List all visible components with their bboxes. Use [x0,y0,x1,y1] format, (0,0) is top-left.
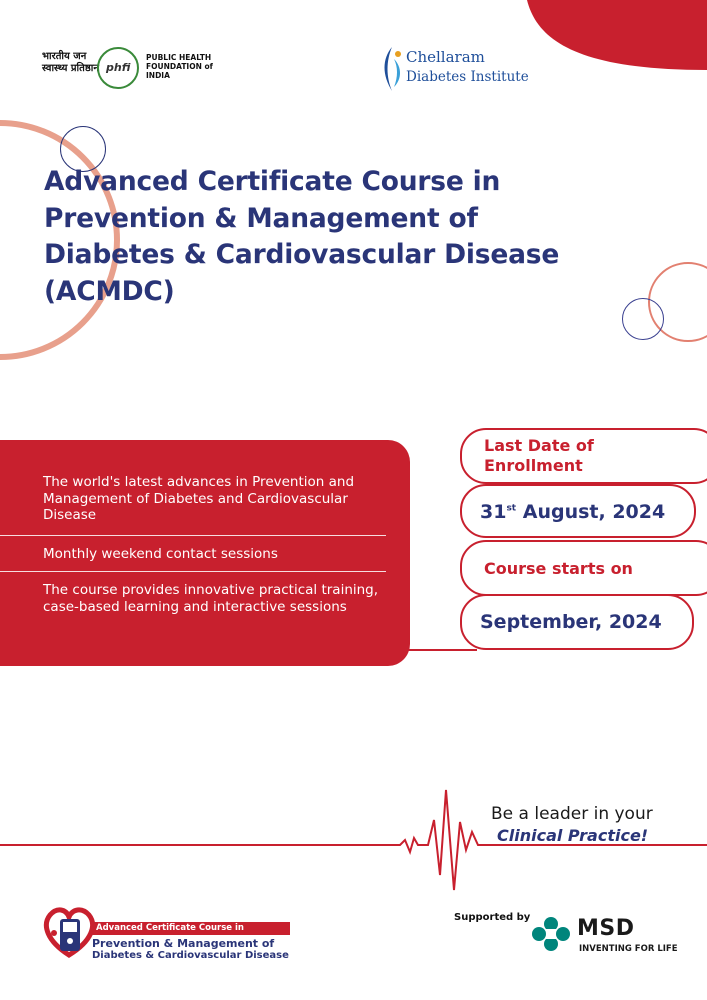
enrollment-date [480,501,665,523]
msd-logo-icon [531,916,571,952]
enrollment-day: 31 [480,501,507,523]
course-start-date-pill [460,594,694,650]
course-start-label: Course starts on [484,559,633,578]
course-logo-line2: Prevention & Management of [92,937,275,950]
cdi-leaf-icon [378,45,404,95]
course-start-date: September, 2024 [480,611,662,633]
heart-glucometer-icon [42,903,97,963]
cdi-name-line2: Diabetes Institute [406,69,529,85]
course-title: Advanced Certificate Course in Prevention & Management of Diabetes & Cardiovascular Disease (ACMDC) [44,166,560,307]
tagline-line1: Be a leader in your [491,804,653,824]
enrollment-month-year: August, 2024 [516,501,666,523]
cdi-name-line1: Chellaram [406,48,485,66]
course-start-label-pill [460,540,707,596]
feature-divider [0,535,386,536]
supported-by-label: Supported by [454,912,531,923]
connector-line [405,649,477,651]
enrollment-date-pill [460,484,696,538]
enrollment-label: Last Date of Enrollment [484,436,594,475]
phfi-emblem-text: phfi [106,61,131,74]
enrollment-label-pill [460,428,707,484]
phfi-org-name: PUBLIC HEALTH FOUNDATION of INDIA [146,53,213,80]
course-logo-line1: Advanced Certificate Course in [96,923,244,933]
features-panel [0,440,410,666]
cdi-logo [378,45,558,100]
sponsor-name: MSD [577,916,635,941]
feature-item: Monthly weekend contact sessions [43,546,278,562]
phfi-hindi-name: भारतीय जन स्वास्थ्य प्रतिष्ठान [42,51,99,74]
feature-divider [0,571,386,572]
phfi-logo [42,45,222,105]
phfi-emblem-icon [97,47,139,89]
course-logo [42,900,322,980]
sponsor-tagline: INVENTING FOR LIFE [579,944,678,954]
feature-item: The world's latest advances in Prevention and Management of Diabetes and Cardiovascular Disease [43,474,355,523]
feature-item: The course provides innovative practical training, case-based learning and interactive sessions [43,582,379,615]
navy-ring-right [622,298,664,340]
tagline-line2: Clinical Practice! [497,826,649,845]
course-logo-line3: Diabetes & Cardiovascular Disease [92,950,289,961]
enrollment-day-suffix: st [506,503,517,514]
